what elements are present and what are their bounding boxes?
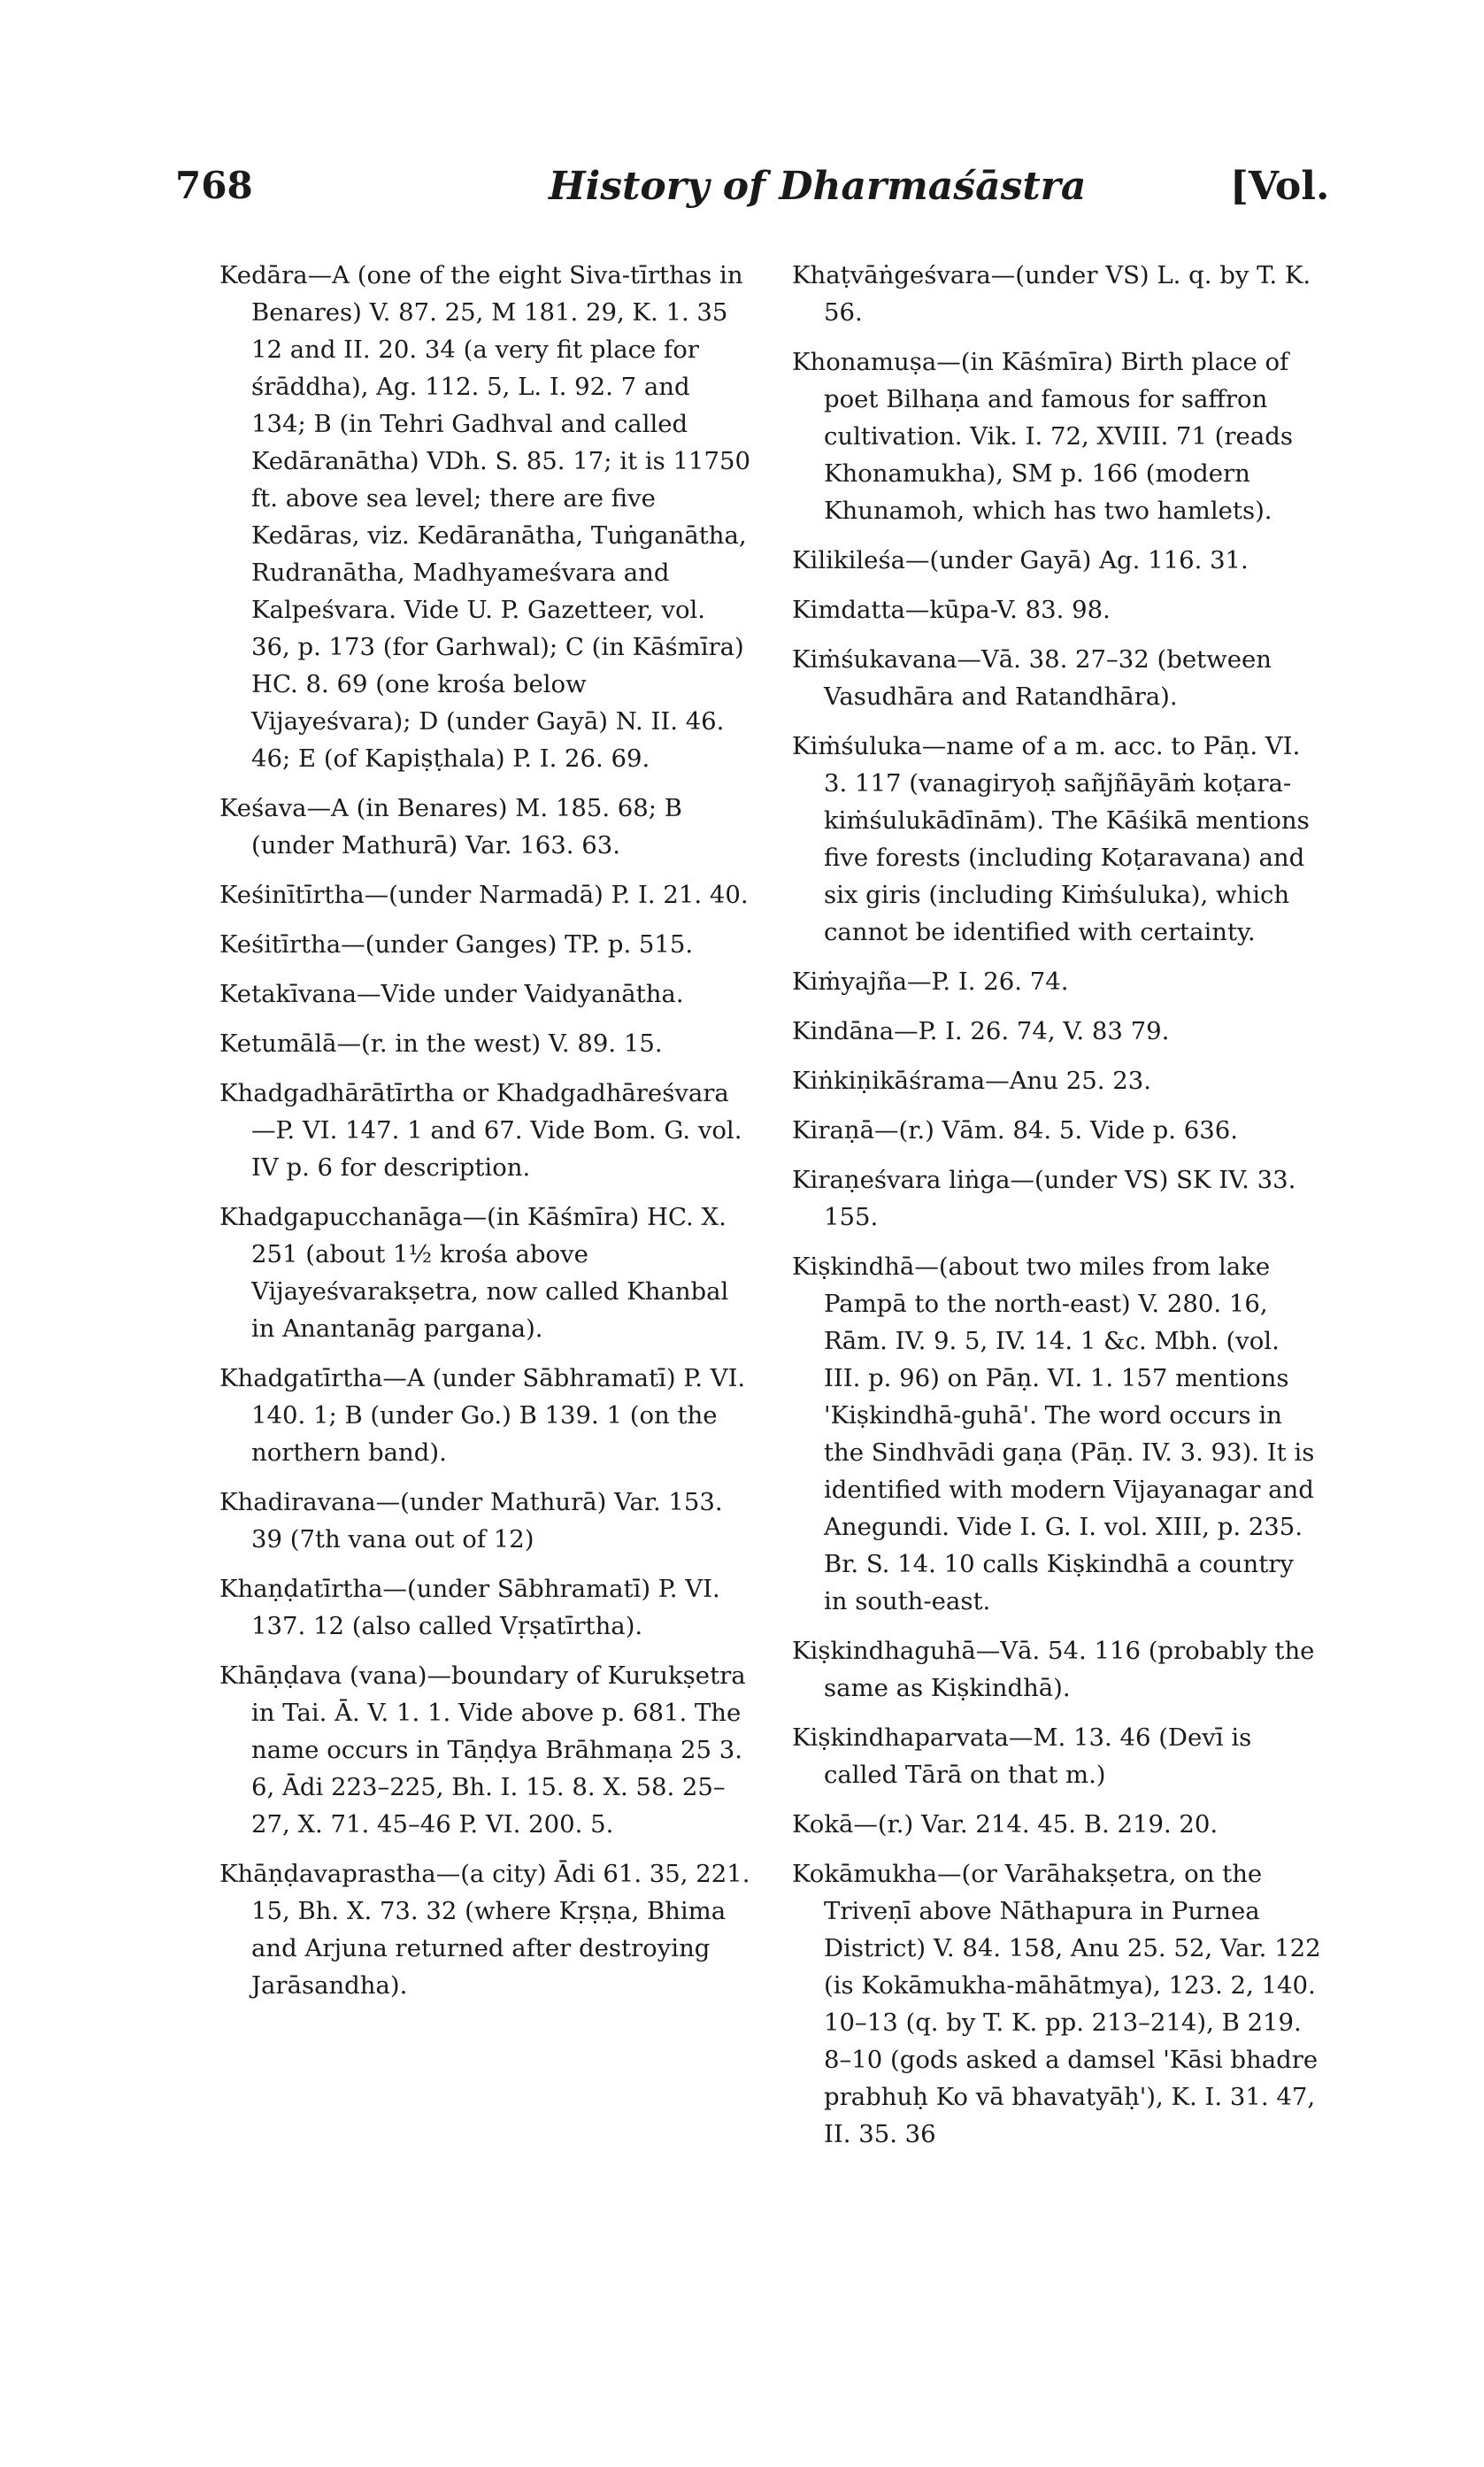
entry-khandavaprastha: Khāṇḍavaprastha—(a city) Ādi 61. 35, 221. 15, Bh. X. 73. 32 (where Kṛṣṇa, Bhima and Arjuna returned after destroying Jarāsandha). (219, 1860, 750, 2000)
entry-khadgapucchanaga: Khadgapucchanāga—(in Kāśmīra) HC. X. 251 (about 1½ krośa above Vijayeśvarakṣetra, now called Khanbal in Anantanāg pargana). (219, 1203, 729, 1343)
entry-khonamusa: Khonamuṣa—(in Kāśmīra) Birth place of poet Bilhaṇa and famous for saffron cultivation. Vik. I. 72, XVIII. 71 (reads Khonamukha), SM p. 166 (modern Khunamoh, which has two hamlets). (792, 348, 1293, 525)
entry-khadgatirtha: Khadgatīrtha—A (under Sābhramatī) P. VI. 140. 1; B (under Go.) B 139. 1 (on the northern band). (219, 1364, 746, 1467)
volume-label: [Vol. (1230, 164, 1330, 209)
entry-kiranesvara-linga: Kiraṇeśvara liṅga—(under VS) SK IV. 33. 155. (792, 1166, 1296, 1231)
entry-kiskindhaparvata: Kiṣkindhaparvata—M. 13. 46 (Devī is called Tārā on that m.) (792, 1723, 1252, 1789)
entry-kokamukha: Kokāmukha—(or Varāhakṣetra, on the Triveṇī above Nāthapura in Purnea District) V. 84. 158, Anu 25. 52, Var. 122 (is Kokāmukha-māhātmya), 123. 2, 140. 10–13 (q. by T. K. pp. 213–214), B 219. 8–10 (gods asked a damsel 'Kāsi bhadre prabhuḥ Ko vā bhavatyāḥ'), K. I. 31. 47, II. 35. 36 (792, 1860, 1321, 2148)
entry-khandatirtha: Khaṇḍatīrtha—(under Sābhramatī) P. VI. 137. 12 (also called Vṛṣatīrtha). (219, 1575, 720, 1640)
running-title: History of Dharmaśāstra (549, 164, 1087, 209)
entry-kedara: Kedāra—A (one of the eight Siva-tīrthas in Benares) V. 87. 25, M 181. 29, K. 1. 35 12 and II. 20. 34 (a very fit place for śrāddha), Ag. 112. 5, L. I. 92. 7 and 134; B (in Tehri Gadhval and called Kedāranātha) VDh. S. 85. 17; it is 11750 ft. above sea level; there are five Kedāras, viz. Kedāranātha, Tuṅganātha, Rudranātha, Madhyameśvara and Kalpeśvara. Vide U. P. Gazetteer, vol. 36, p. 173 (for Garhwal); C (in Kāśmīra) HC. 8. 69 (one krośa below Vijayeśvara); D (under Gayā) N. II. 46. 46; E (of Kapiṣṭhala) P. I. 26. 69. (219, 261, 750, 773)
entry-kimyajna: Kiṁyajña—P. I. 26. 74. (792, 968, 1069, 996)
entry-khatvangesvara: Khaṭvāṅgeśvara—(under VS) L. q. by T. K. 56. (792, 261, 1311, 327)
entry-khandava: Khāṇḍava (vana)—boundary of Kurukṣetra in Tai. Ā. V. 1. 1. Vide above p. 681. The name occurs in Tāṇḍya Brāhmaṇa 25 3. 6, Ādi 223–225, Bh. I. 15. 8. X. 58. 25–27, X. 71. 45–46 P. VI. 200. 5. (219, 1661, 746, 1839)
entry-kimdatta: Kimdatta—kūpa-V. 83. 98. (792, 596, 1111, 624)
running-header (0, 164, 1484, 217)
entry-ketakivana: Ketakīvana—Vide under Vaidyanātha. (219, 980, 684, 1008)
entry-kinkinikasrama: Kiṅkiṇikāśrama—Anu 25. 23. (792, 1067, 1151, 1095)
entry-kesava: Keśava—A (in Benares) M. 185. 68; B (under Mathurā) Var. 163. 63. (219, 794, 683, 860)
right-column (792, 257, 1323, 2165)
entry-kesinitirtha: Keśinītīrtha—(under Narmadā) P. I. 21. 40. (219, 881, 749, 909)
entry-kirana: Kiraṇā—(r.) Vām. 84. 5. Vide p. 636. (792, 1116, 1238, 1145)
entry-koka: Kokā—(r.) Var. 214. 45. B. 219. 20. (792, 1810, 1219, 1839)
page-number: 768 (175, 164, 253, 207)
entry-kiskindhaguha: Kiṣkindhaguhā—Vā. 54. 116 (probably the same as Kiṣkindhā). (792, 1637, 1315, 1702)
left-column (219, 257, 750, 2016)
entry-ketumala: Ketumālā—(r. in the west) V. 89. 15. (219, 1029, 663, 1058)
entry-khadgadharatirtha: Khadgadhārātīrtha or Khadgadhāreśvara—P. VI. 147. 1 and 67. Vide Bom. G. vol. IV p. 6 for description. (219, 1079, 742, 1182)
entry-kimsuluka: Kiṁśuluka—name of a m. acc. to Pāṇ. VI. 3. 117 (vanagiryoḥ sañjñāyāṁ koṭara-kiṁśulukādīnām). The Kāśikā mentions five forests (including Koṭaravana) and six giris (including Kiṁśuluka), which cannot be identified with certainty. (792, 732, 1310, 946)
entry-kindana: Kindāna—P. I. 26. 74, V. 83 79. (792, 1017, 1170, 1045)
entry-kesitirtha: Keśitīrtha—(under Ganges) TP. p. 515. (219, 930, 694, 959)
entry-kilikilesa: Kilikileśa—(under Gayā) Ag. 116. 31. (792, 546, 1249, 574)
entry-khadiravana: Khadiravana—(under Mathurā) Var. 153. 39 (7th vana out of 12) (219, 1488, 723, 1553)
entry-kiskindha: Kiṣkindhā—(about two miles from lake Pampā to the north-east) V. 280. 16, Rām. IV. 9. 5, IV. 14. 1 &c. Mbh. (vol. III. p. 96) on Pāṇ. VI. 1. 157 mentions 'Kiṣkindhā-guhā'. The word occurs in the Sindhvādi gaṇa (Pāṇ. IV. 3. 93). It is identified with modern Vijayanagar and Anegundi. Vide I. G. I. vol. XIII, p. 235. Br. S. 14. 10 calls Kiṣkindhā a country in south-east. (792, 1253, 1315, 1615)
entry-kimsukavana: Kiṁśukavana—Vā. 38. 27–32 (between Vasudhāra and Ratandhāra). (792, 645, 1272, 711)
